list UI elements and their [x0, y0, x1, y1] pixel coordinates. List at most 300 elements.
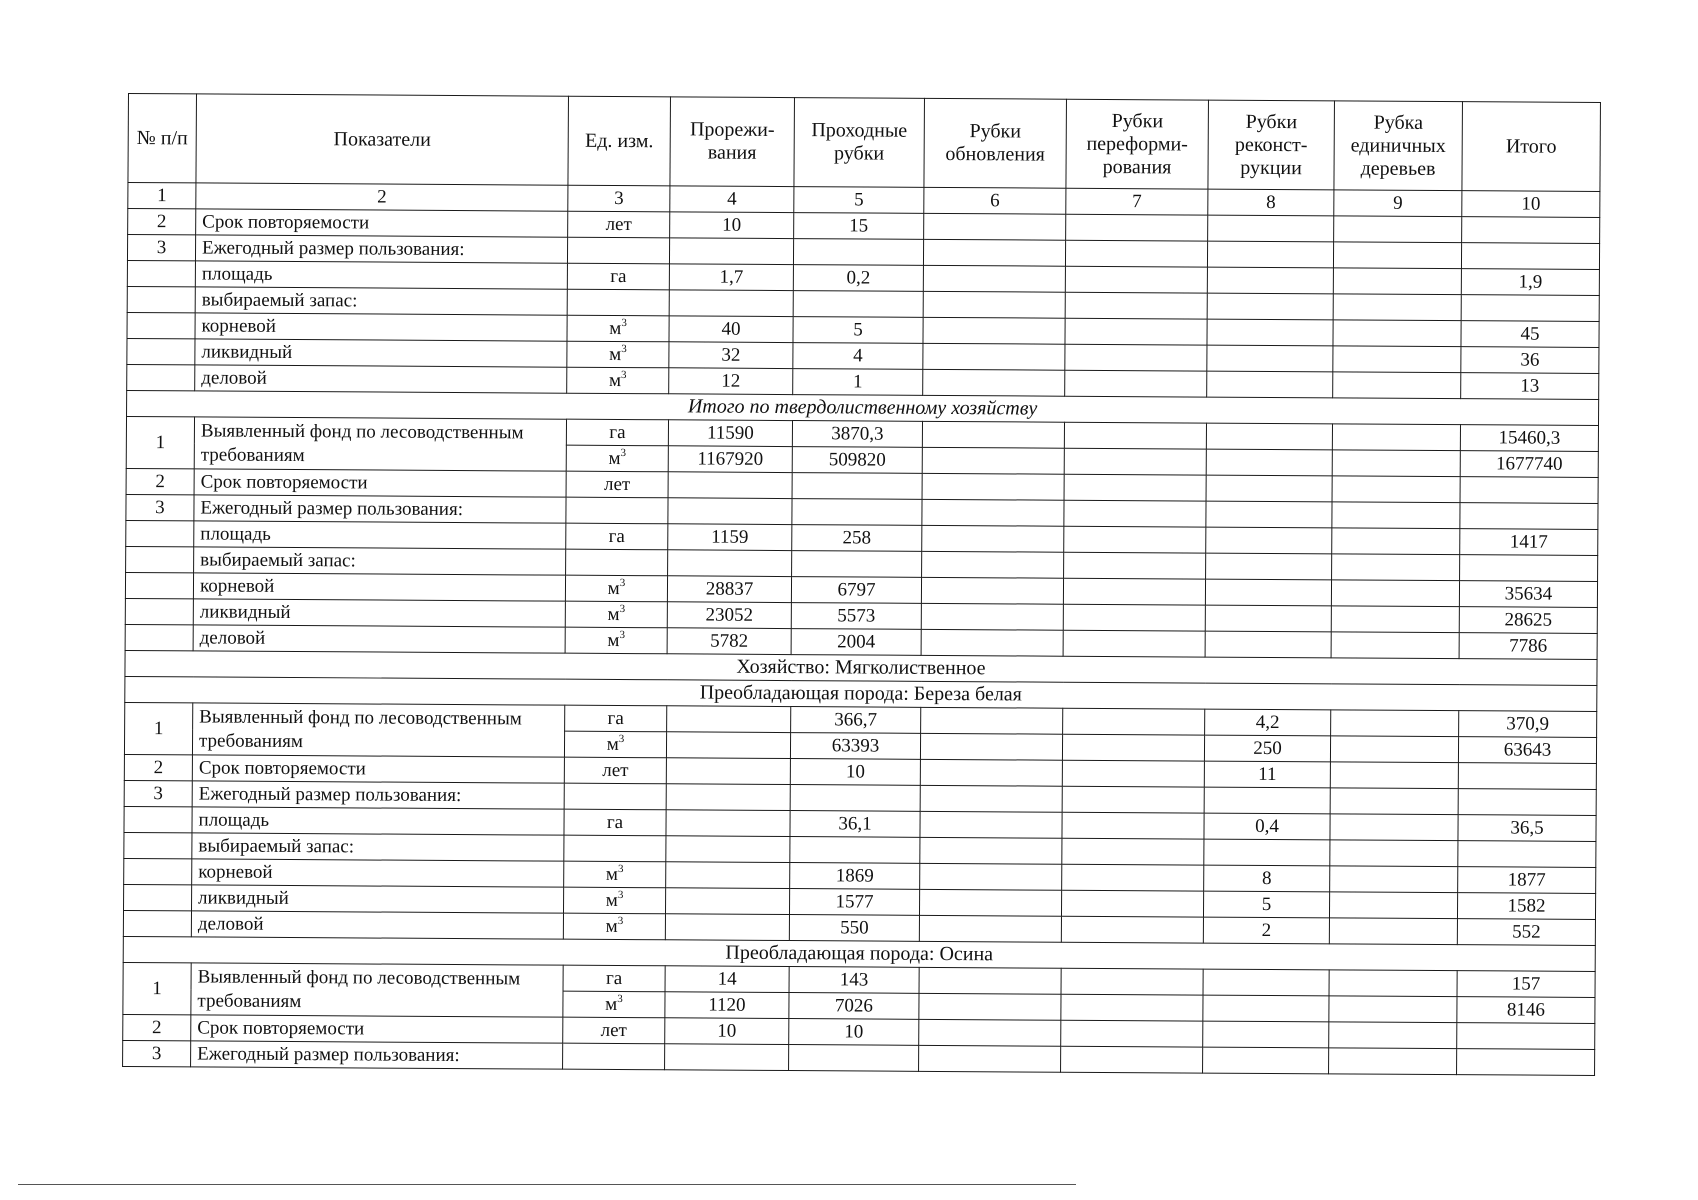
value-cell	[1065, 370, 1207, 397]
value-cell	[1205, 631, 1331, 658]
row-number: 3	[123, 1040, 191, 1066]
row-number: 2	[128, 209, 196, 235]
value-cell	[666, 732, 790, 759]
unit-superscript: 3	[619, 603, 626, 616]
column-number: 3	[568, 185, 670, 212]
value-cell	[1203, 995, 1329, 1022]
value-cell: 6797	[791, 577, 921, 604]
section-title: Хозяйство: Мягколиственное	[125, 650, 1597, 685]
value-cell	[669, 290, 793, 317]
unit-text: м	[607, 603, 620, 626]
value-cell	[792, 473, 922, 500]
value-cell	[1204, 787, 1330, 814]
row-label: площадь	[195, 261, 567, 289]
value-cell: 23052	[667, 602, 791, 629]
total-cell: 28625	[1459, 607, 1597, 634]
value-cell	[666, 862, 790, 889]
total-cell	[1460, 477, 1598, 504]
value-cell	[666, 758, 790, 785]
value-cell: 1	[793, 369, 923, 396]
row-label: Срок повторяемости	[192, 755, 564, 783]
unit-text: м	[607, 577, 620, 600]
total-cell: 370,9	[1459, 711, 1597, 738]
value-cell	[1329, 1048, 1457, 1075]
value-cell	[922, 473, 1064, 500]
total-cell: 35634	[1459, 581, 1597, 608]
value-cell	[920, 759, 1062, 786]
row-number	[124, 858, 192, 884]
value-cell	[1206, 423, 1332, 450]
value-cell	[666, 810, 790, 837]
unit-text: га	[607, 707, 624, 730]
unit-cell	[567, 263, 669, 290]
value-cell: 366,7	[791, 707, 921, 734]
value-cell	[924, 213, 1066, 240]
unit-cell	[567, 289, 669, 316]
value-cell	[1062, 864, 1204, 891]
value-cell	[1329, 892, 1457, 919]
unit-cell	[566, 471, 668, 498]
value-cell	[922, 525, 1064, 552]
value-cell	[789, 1045, 919, 1072]
total-cell: 45	[1461, 321, 1599, 348]
value-cell	[1333, 346, 1461, 373]
unit-superscript: 3	[618, 733, 625, 746]
total-cell	[1460, 503, 1598, 530]
total-cell: 7786	[1459, 633, 1597, 660]
value-cell	[1065, 344, 1207, 371]
value-cell	[1207, 345, 1333, 372]
unit-text: м	[609, 317, 622, 340]
value-cell	[1061, 994, 1203, 1021]
value-cell	[1061, 968, 1203, 995]
header-cell: № п/п	[128, 94, 197, 183]
value-cell	[1330, 762, 1458, 789]
value-cell: 3870,3	[792, 421, 922, 448]
value-cell	[1331, 606, 1459, 633]
unit-cell	[566, 523, 668, 550]
unit-superscript: 3	[619, 629, 626, 642]
row-number: 3	[126, 494, 194, 520]
unit-cell	[566, 549, 668, 576]
row-label: выбираемый запас:	[195, 287, 567, 315]
unit-cell	[563, 913, 665, 940]
row-label: Срок повторяемости	[191, 1015, 563, 1043]
value-cell	[665, 1044, 789, 1071]
value-cell	[921, 629, 1063, 656]
row-label: ликвидный	[195, 339, 567, 367]
row-label: выбираемый запас:	[192, 833, 564, 861]
value-cell	[667, 706, 791, 733]
value-cell	[666, 836, 790, 863]
row-label: Ежегодный размер пользования:	[195, 235, 567, 263]
unit-text: га	[609, 421, 626, 444]
value-cell	[1333, 268, 1461, 295]
row-number: 1	[123, 962, 191, 1014]
value-cell	[919, 967, 1061, 994]
value-cell: 12	[669, 368, 793, 395]
value-cell	[923, 265, 1065, 292]
value-cell	[921, 577, 1063, 604]
value-cell: 15	[794, 213, 924, 240]
value-cell: 8	[1204, 865, 1330, 892]
unit-cell	[564, 757, 666, 784]
value-cell	[790, 837, 920, 864]
unit-cell	[566, 497, 668, 524]
row-label: Срок повторяемости	[196, 209, 568, 237]
value-cell	[1332, 476, 1460, 503]
row-number	[127, 364, 195, 390]
unit-superscript: 3	[617, 889, 624, 902]
total-cell: 157	[1457, 971, 1595, 998]
value-cell	[665, 888, 789, 915]
unit-text: м	[605, 863, 619, 886]
value-cell	[665, 914, 789, 941]
column-number: 2	[196, 183, 568, 211]
unit-cell	[565, 705, 667, 732]
value-cell	[1330, 840, 1458, 867]
unit-text: лет	[602, 759, 629, 782]
total-cell: 1677740	[1460, 451, 1598, 478]
value-cell: 5	[1203, 891, 1329, 918]
value-cell	[920, 837, 1062, 864]
value-cell	[1064, 448, 1206, 475]
row-number: 2	[123, 1014, 191, 1040]
value-cell: 7026	[789, 993, 919, 1020]
value-cell	[1331, 580, 1459, 607]
unit-superscript: 3	[621, 317, 627, 330]
value-cell	[1204, 839, 1330, 866]
row-label: площадь	[192, 807, 564, 835]
value-cell	[1208, 215, 1334, 242]
unit-text: га	[610, 265, 627, 288]
value-cell	[1062, 734, 1204, 761]
header-cell: Рубки обновления	[924, 98, 1067, 188]
total-cell	[1458, 841, 1596, 868]
column-number: 6	[924, 187, 1066, 214]
value-cell	[923, 239, 1065, 266]
row-number	[123, 910, 191, 936]
header-cell: Рубки реконст-рукции	[1208, 100, 1335, 190]
row-number	[127, 260, 195, 286]
value-cell	[1207, 293, 1333, 320]
header-cell: Итого	[1462, 102, 1601, 192]
value-cell	[1064, 422, 1206, 449]
total-cell	[1457, 1023, 1595, 1050]
row-number: 3	[124, 780, 192, 806]
value-cell	[1329, 1022, 1457, 1049]
unit-cell	[563, 991, 665, 1018]
unit-superscript: 3	[621, 369, 627, 382]
total-cell	[1457, 1049, 1595, 1076]
value-cell: 1120	[665, 992, 789, 1019]
value-cell	[920, 863, 1062, 890]
value-cell	[1333, 320, 1461, 347]
value-cell	[1065, 292, 1207, 319]
total-cell	[1461, 243, 1599, 270]
unit-cell	[565, 627, 667, 654]
row-label: Ежегодный размер пользования:	[191, 1041, 563, 1069]
value-cell: 509820	[792, 447, 922, 474]
hard-total-block	[125, 390, 1599, 659]
value-cell	[922, 551, 1064, 578]
value-cell	[790, 785, 920, 812]
value-cell	[1329, 970, 1457, 997]
value-cell	[1062, 760, 1204, 787]
value-cell: 1,7	[669, 264, 793, 291]
unit-superscript: 3	[617, 915, 624, 928]
unit-cell	[564, 809, 666, 836]
unit-text: лет	[605, 213, 632, 236]
unit-text: м	[608, 447, 621, 470]
unit-cell	[567, 341, 669, 368]
value-cell	[1205, 605, 1331, 632]
value-cell: 10	[790, 759, 920, 786]
value-cell: 2	[1203, 917, 1329, 944]
value-cell: 11	[1204, 761, 1330, 788]
unit-cell	[566, 419, 668, 446]
unit-text: м	[607, 629, 620, 652]
value-cell	[1061, 890, 1203, 917]
header-cell: Показатели	[196, 94, 569, 185]
value-cell	[793, 239, 923, 266]
total-cell: 552	[1457, 919, 1595, 946]
unit-cell	[564, 783, 666, 810]
value-cell	[1329, 918, 1457, 945]
value-cell: 28837	[667, 576, 791, 603]
value-cell: 36,1	[790, 811, 920, 838]
value-cell	[1207, 371, 1333, 398]
unit-cell	[565, 601, 667, 628]
row-number	[125, 598, 193, 624]
total-cell: 63643	[1458, 737, 1596, 764]
total-cell: 36	[1461, 347, 1599, 374]
value-cell	[1064, 526, 1206, 553]
unit-text: га	[608, 525, 625, 548]
value-cell	[1061, 1046, 1203, 1073]
value-cell	[922, 421, 1064, 448]
value-cell: 5	[793, 317, 923, 344]
value-cell	[1063, 578, 1205, 605]
value-cell	[1332, 528, 1460, 555]
value-cell	[919, 1045, 1061, 1072]
row-number	[125, 624, 193, 650]
unit-text: га	[606, 811, 624, 834]
value-cell	[1206, 501, 1332, 528]
value-cell	[666, 784, 790, 811]
value-cell	[922, 499, 1064, 526]
value-cell	[923, 369, 1065, 396]
value-cell	[792, 551, 922, 578]
value-cell: 1869	[790, 863, 920, 890]
total-cell	[1462, 217, 1600, 244]
column-number: 7	[1066, 188, 1208, 215]
value-cell	[919, 889, 1061, 916]
value-cell	[1206, 553, 1332, 580]
total-cell	[1461, 295, 1599, 322]
row-label: Выявленный фонд по лесоводственным требованиям	[192, 703, 564, 757]
total-cell: 1877	[1458, 867, 1596, 894]
value-cell	[1331, 632, 1459, 659]
value-cell: 550	[789, 915, 919, 942]
unit-text: м	[608, 369, 622, 392]
value-cell	[1064, 552, 1206, 579]
value-cell	[919, 915, 1061, 942]
unit-cell	[564, 731, 666, 758]
value-cell	[1329, 996, 1457, 1023]
header-cell: Ед. изм.	[568, 96, 671, 186]
unit-text: м	[606, 733, 619, 756]
row-number: 2	[124, 754, 192, 780]
value-cell	[1206, 475, 1332, 502]
value-cell	[1330, 788, 1458, 815]
value-cell: 11590	[668, 420, 792, 447]
value-cell	[920, 785, 1062, 812]
top-block	[127, 209, 1600, 400]
total-cell	[1458, 789, 1596, 816]
row-label: ликвидный	[192, 885, 564, 913]
row-label: Срок повторяемости	[194, 469, 566, 497]
value-cell	[1065, 318, 1207, 345]
total-cell: 1582	[1457, 893, 1595, 920]
value-cell	[1203, 1021, 1329, 1048]
value-cell	[1331, 710, 1459, 737]
value-cell	[1333, 294, 1461, 321]
value-cell	[1203, 969, 1329, 996]
row-label: площадь	[194, 521, 566, 549]
value-cell	[1207, 267, 1333, 294]
unit-superscript: 3	[619, 577, 626, 590]
value-cell	[923, 317, 1065, 344]
value-cell	[923, 343, 1065, 370]
value-cell: 5782	[667, 628, 791, 655]
unit-cell	[563, 1017, 665, 1044]
total-cell	[1460, 555, 1598, 582]
scan-edge-line	[18, 1184, 1076, 1185]
unit-cell	[567, 237, 669, 264]
value-cell: 143	[789, 967, 919, 994]
row-number	[127, 286, 195, 312]
value-cell: 4,2	[1205, 709, 1331, 736]
value-cell	[1065, 240, 1207, 267]
total-cell: 13	[1461, 373, 1599, 400]
value-cell	[922, 447, 1064, 474]
value-cell: 1167920	[668, 446, 792, 473]
total-cell: 36,5	[1458, 815, 1596, 842]
row-number	[124, 884, 192, 910]
value-cell	[1207, 319, 1333, 346]
unit-cell	[563, 1043, 665, 1070]
row-number: 2	[126, 468, 194, 494]
row-label: деловой	[195, 365, 567, 393]
unit-cell	[567, 315, 669, 342]
unit-text: м	[605, 915, 618, 938]
row-label: корневой	[192, 859, 564, 887]
row-label: ликвидный	[193, 599, 565, 627]
header-row	[128, 94, 1601, 192]
row-number	[124, 806, 192, 832]
value-cell	[668, 550, 792, 577]
value-cell	[1066, 214, 1208, 241]
unit-text: лет	[600, 1019, 627, 1042]
row-label: деловой	[191, 911, 563, 939]
unit-text: лет	[603, 473, 631, 496]
value-cell	[1330, 866, 1458, 893]
value-cell: 63393	[790, 733, 920, 760]
value-cell	[1064, 474, 1206, 501]
row-label: Выявленный фонд по лесоводственным требованиям	[194, 417, 566, 471]
column-number: 10	[1462, 191, 1600, 218]
value-cell	[921, 603, 1063, 630]
value-cell	[1333, 242, 1461, 269]
value-cell	[1203, 1047, 1329, 1074]
value-cell	[1330, 736, 1458, 763]
unit-cell	[564, 835, 666, 862]
unit-superscript: 3	[620, 447, 627, 460]
unit-superscript: 3	[617, 993, 623, 1006]
row-number	[127, 312, 195, 338]
row-number: 1	[126, 416, 194, 468]
value-cell	[668, 498, 792, 525]
unit-cell	[568, 211, 670, 238]
row-number	[125, 572, 193, 598]
value-cell: 258	[792, 525, 922, 552]
value-cell: 4	[793, 343, 923, 370]
unit-cell	[564, 861, 666, 888]
value-cell: 40	[669, 316, 793, 343]
unit-text: м	[605, 889, 618, 912]
value-cell	[1205, 579, 1331, 606]
value-cell	[1332, 450, 1460, 477]
value-cell: 10	[789, 1019, 919, 1046]
value-cell	[923, 291, 1065, 318]
value-cell	[919, 1019, 1061, 1046]
row-label: выбираемый запас:	[194, 547, 566, 575]
column-number: 1	[128, 183, 196, 209]
header-cell: Проходные рубки	[794, 98, 925, 188]
unit-text: м	[605, 993, 618, 1016]
value-cell: 0,2	[793, 265, 923, 292]
value-cell	[1061, 916, 1203, 943]
section-title: Итого по твердолиственному хозяйству	[127, 390, 1599, 425]
value-cell: 32	[669, 342, 793, 369]
value-cell: 10	[670, 212, 794, 239]
unit-text: га	[605, 967, 623, 990]
value-cell	[1332, 424, 1460, 451]
value-cell	[920, 811, 1062, 838]
value-cell	[920, 733, 1062, 760]
unit-text: м	[609, 343, 622, 366]
value-cell	[919, 993, 1061, 1020]
value-cell: 10	[665, 1018, 789, 1045]
section-title: Преобладающая порода: Осина	[123, 936, 1595, 971]
value-cell	[1064, 500, 1206, 527]
row-label: Ежегодный размер пользования:	[194, 495, 566, 523]
value-cell	[668, 472, 792, 499]
value-cell	[921, 707, 1063, 734]
header-cell: Прорежи-вания	[670, 97, 795, 187]
value-cell	[1063, 630, 1205, 657]
row-label: Ежегодный размер пользования:	[192, 781, 564, 809]
column-number: 4	[670, 186, 794, 213]
value-cell	[1062, 786, 1204, 813]
value-cell	[1334, 216, 1462, 243]
value-cell: 14	[665, 966, 789, 993]
value-cell	[1063, 708, 1205, 735]
row-label: деловой	[193, 625, 565, 653]
value-cell	[793, 291, 923, 318]
unit-cell	[566, 445, 668, 472]
